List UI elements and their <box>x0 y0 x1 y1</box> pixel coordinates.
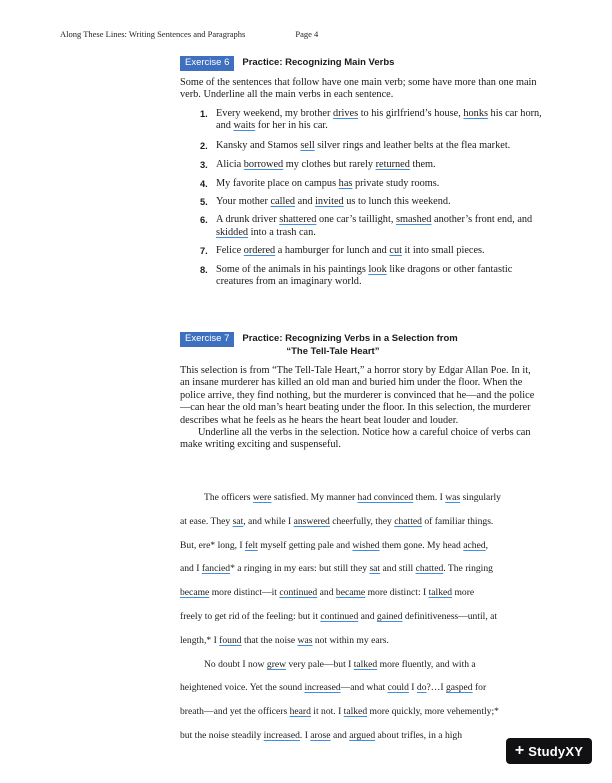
underlined-verb: could <box>387 682 409 694</box>
text-segment: * a ringing in my ears: but still they <box>230 563 370 575</box>
text-segment: private study rooms. <box>352 177 440 189</box>
passage-line <box>180 706 499 718</box>
underlined-verb: became <box>335 587 366 599</box>
list-item <box>200 140 544 152</box>
text-segment: Alicia <box>216 159 244 171</box>
text-segment: and <box>330 730 350 741</box>
passage-line <box>180 611 497 623</box>
underlined-verb: sell <box>300 139 315 151</box>
exercise-6-instructions <box>180 77 542 102</box>
book-title: Along These Lines: Writing Sentences and Paragraphs <box>60 29 246 39</box>
text-segment: My favorite place on campus <box>216 177 339 189</box>
text-segment: them. I <box>413 492 446 503</box>
text-segment: them gone. My head <box>379 539 464 551</box>
exercise-7-intro-text: This selection is from “The Tell-Tale Heart,” a horror story by Edgar Allan Poe. In it, an insane murderer has killed an old man and buried him under the floor. When the police arrive, they find nothing, but the murderer is convinced that he—and the police—can hear the old man’s heart beating under the floor. In this selection, the murderer describes what he feels as he hears the heart beat louder and louder. <box>180 365 535 426</box>
underlined-verb: argued <box>349 730 376 741</box>
text-segment: and <box>317 587 336 599</box>
underlined-verb: found <box>219 634 242 646</box>
underlined-verb: look <box>368 263 387 275</box>
text-segment: and <box>358 611 377 622</box>
exercise-7-title-line2: “The Tell-Tale Heart” <box>286 346 380 357</box>
list-item <box>200 178 544 190</box>
underlined-verb: talked <box>428 587 453 599</box>
item-number: 6. <box>200 215 208 226</box>
underlined-verb: gasped <box>445 682 473 694</box>
text-segment: —and what <box>340 682 388 694</box>
list-item <box>200 214 544 239</box>
exercise-6-instructions-text: Some of the sentences that follow have one main verb; some have more than one main verb. Underline all the main verbs in each sentence. <box>180 77 537 101</box>
underlined-verb: talked <box>343 706 368 718</box>
underlined-verb: became <box>180 587 210 599</box>
exercise-6-items <box>200 108 544 288</box>
text-segment: definitiveness—until, at <box>402 611 498 622</box>
underlined-verb: answered <box>293 515 330 527</box>
passage-line <box>204 492 501 504</box>
exercise-7-heading <box>180 332 458 358</box>
passage-line <box>180 540 488 552</box>
underlined-verb: felt <box>245 539 258 551</box>
list-item <box>200 196 544 208</box>
text-segment: I <box>408 682 417 694</box>
list-item <box>200 264 544 289</box>
text-segment: more distinct—it <box>209 587 280 599</box>
list-item <box>200 245 544 257</box>
text-segment: us to lunch this weekend. <box>343 196 451 208</box>
text-segment: heightened voice. Yet the sound <box>180 682 305 694</box>
text-segment: for her in his car. <box>255 120 328 132</box>
item-number: 7. <box>200 246 208 257</box>
text-segment: of familiar things. <box>421 515 494 527</box>
text-segment: very pale—but I <box>286 658 354 670</box>
underlined-verb: chatted <box>394 515 422 527</box>
underlined-verb: chatted <box>415 563 444 575</box>
underlined-verb: ordered <box>243 245 276 257</box>
text-segment: about trifles, in a high <box>375 730 462 741</box>
underlined-verb: talked <box>353 658 378 670</box>
text-segment: for <box>472 682 487 694</box>
brand-name: StudyXY <box>528 743 584 759</box>
underlined-verb: returned <box>375 159 410 171</box>
text-segment: satisfied. My manner <box>271 492 358 503</box>
underlined-verb: gained <box>376 611 403 622</box>
exercise-7-intro <box>180 365 542 452</box>
text-segment: Every weekend, my brother <box>216 108 333 119</box>
text-segment: into a trash can. <box>248 226 316 238</box>
text-segment: and I <box>180 563 202 575</box>
exercise-6-heading <box>180 56 394 74</box>
studyxy-badge[interactable] <box>506 738 592 764</box>
underlined-verb: honks <box>463 108 488 119</box>
text-segment: length,* I <box>180 634 220 646</box>
text-segment: freely to get rid of the feeling: but it <box>180 611 321 622</box>
text-segment: but the noise steadily <box>180 730 264 741</box>
exercise-6-badge: Exercise 6 <box>180 56 234 71</box>
underlined-verb: continued <box>320 611 359 622</box>
text-segment: his car horn, and <box>216 108 542 132</box>
underlined-verb: continued <box>279 587 318 599</box>
text-segment: them. <box>409 159 436 171</box>
passage-line <box>204 659 476 671</box>
underlined-verb: sat <box>369 563 381 575</box>
passage-line <box>180 563 493 575</box>
underlined-verb: smashed <box>395 214 432 226</box>
text-segment: it not. I <box>310 706 344 718</box>
text-segment: Your mother <box>216 196 271 208</box>
underlined-verb: had convinced <box>357 492 414 503</box>
underlined-verb: do <box>416 682 427 694</box>
underlined-verb: heard <box>289 706 311 718</box>
text-segment: cheerfully, they <box>329 515 395 527</box>
item-number: 3. <box>200 160 208 171</box>
underlined-verb: fancied <box>201 563 231 575</box>
underlined-verb: borrowed <box>243 159 284 171</box>
underlined-verb: was <box>445 492 461 503</box>
text-segment: Some of the animals in his paintings <box>216 263 369 275</box>
item-number: 5. <box>200 197 208 208</box>
text-segment: my clothes but rarely <box>283 159 376 171</box>
underlined-verb: waits <box>233 120 256 132</box>
item-number: 2. <box>200 140 208 151</box>
text-segment: Felice <box>216 245 244 257</box>
text-segment: A drunk driver <box>216 214 280 226</box>
text-segment: . The ringing <box>443 563 493 575</box>
text-segment: singularly <box>460 492 501 503</box>
passage-line <box>180 682 486 694</box>
underlined-verb: was <box>297 634 313 646</box>
exercise-7-instructions: Underline all the verbs in the selection. Notice how a careful choice of verbs can make writing exciting and suspenseful. <box>180 427 531 451</box>
text-segment: a hamburger for lunch and <box>275 245 390 257</box>
passage-line <box>180 587 474 599</box>
text-segment: another’s front end, and <box>431 214 533 226</box>
text-segment: and still <box>380 563 416 575</box>
underlined-verb: increased <box>304 682 341 694</box>
text-segment: and <box>295 196 316 208</box>
underlined-verb: has <box>338 177 353 189</box>
text-segment: more <box>452 587 475 599</box>
underlined-verb: invited <box>315 196 344 208</box>
item-number: 8. <box>200 264 208 275</box>
underlined-verb: ached <box>463 539 486 551</box>
text-segment: more distinct: I <box>365 587 429 599</box>
underlined-verb: wished <box>352 539 380 551</box>
text-segment: , and while I <box>243 515 294 527</box>
plus-icon: + <box>514 742 525 759</box>
text-segment: one car’s taillight, <box>316 214 396 226</box>
text-segment: more quickly, more vehemently;* <box>367 706 499 718</box>
running-header <box>60 29 318 39</box>
text-segment: breath—and yet the officers <box>180 706 290 718</box>
underlined-verb: cut <box>389 245 402 257</box>
text-segment: to his girlfriend’s house, <box>358 108 464 119</box>
text-segment: Kansky and Stamos <box>216 139 301 151</box>
passage-line <box>180 635 389 647</box>
passage-line <box>180 730 462 742</box>
page-label: Page 4 <box>295 29 319 39</box>
text-segment: No doubt I now <box>204 658 267 670</box>
underlined-verb: grew <box>266 658 287 670</box>
underlined-verb: called <box>270 196 296 208</box>
text-segment: it into small pieces. <box>401 245 485 257</box>
text-segment: myself getting pale and <box>257 539 353 551</box>
list-item <box>200 108 544 133</box>
text-segment: The officers <box>204 492 253 503</box>
underlined-verb: sat <box>232 515 244 527</box>
underlined-verb: shattered <box>279 214 317 226</box>
text-segment: . I <box>299 730 311 741</box>
text-segment: that the noise <box>241 634 298 646</box>
underlined-verb: skidded <box>216 226 249 238</box>
text-segment: But, ere* long, I <box>180 539 246 551</box>
item-number: 4. <box>200 178 208 189</box>
text-segment: silver rings and leather belts at the flea market. <box>314 139 511 151</box>
item-number: 1. <box>200 109 208 119</box>
underlined-verb: drives <box>332 108 359 119</box>
text-segment: , <box>485 539 489 551</box>
exercise-7-title <box>242 332 457 358</box>
underlined-verb: arose <box>310 730 331 741</box>
text-segment: more fluently, and with a <box>377 658 476 670</box>
exercise-6-title: Practice: Recognizing Main Verbs <box>242 57 395 68</box>
text-segment: at ease. They <box>180 515 233 527</box>
passage-line <box>180 516 493 528</box>
text-segment: like dragons or other fantastic creatures from an imaginary world. <box>216 263 513 288</box>
text-segment: not within my ears. <box>312 634 389 646</box>
underlined-verb: were <box>252 492 272 503</box>
text-segment: ?…I <box>426 682 446 694</box>
exercise-7-title-line1: Practice: Recognizing Verbs in a Selection from <box>242 333 458 344</box>
list-item <box>200 159 544 171</box>
exercise-7-badge: Exercise 7 <box>180 332 234 347</box>
underlined-verb: increased <box>263 730 300 741</box>
